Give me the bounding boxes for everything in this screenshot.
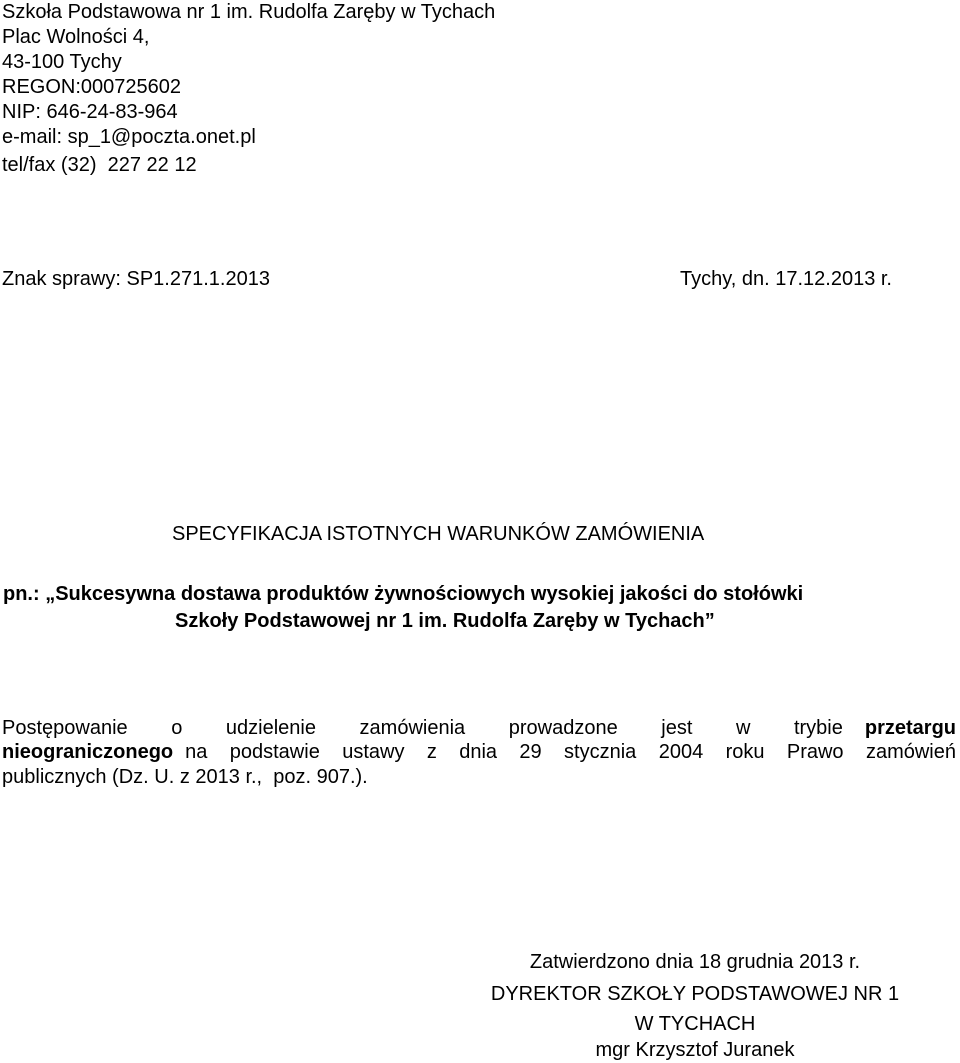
address-city: 43-100 Tychy (2, 51, 122, 73)
regon-number: REGON:000725602 (2, 76, 182, 98)
approval-date: Zatwierdzono dnia 18 grudnia 2013 r. (529, 951, 861, 973)
procedure-line-2 (2, 740, 956, 764)
procedure-line-3: publicznych (Dz. U. z 2013 r., poz. 907.). (2, 766, 368, 788)
nip-number: NIP: 646-24-83-964 (2, 101, 178, 123)
procedure-line-1-text: Postępowanie o udzielenie zamówienia prowadzone jest w trybie (2, 717, 843, 739)
case-number: Znak sprawy: SP1.271.1.2013 (2, 268, 270, 290)
email-address: e-mail: sp_1@poczta.onet.pl (2, 126, 256, 148)
director-name: mgr Krzysztof Juranek (595, 1039, 795, 1061)
procedure-line-2-bold: nieograniczonego (2, 741, 174, 763)
procedure-line-1 (2, 716, 956, 740)
phone-fax: tel/fax (32) 227 22 12 (2, 154, 197, 176)
place-date: Tychy, dn. 17.12.2013 r. (680, 268, 892, 290)
procedure-line-2-text: na podstawie ustawy z dnia 29 stycznia 2004 roku Prawo zamówień (185, 741, 956, 763)
director-city: W TYCHACH (634, 1013, 756, 1035)
school-name: Szkoła Podstawowa nr 1 im. Rudolfa Zaręby w Tychach (2, 1, 496, 23)
procedure-line-1-bold: przetargu (864, 717, 956, 739)
director-title: DYREKTOR SZKOŁY PODSTAWOWEJ NR 1 (490, 983, 900, 1005)
document-title: SPECYFIKACJA ISTOTNYCH WARUNKÓW ZAMÓWIENIA (172, 523, 705, 545)
address-street: Plac Wolności 4, (2, 26, 150, 48)
subject-line-1: pn.: „Sukcesywna dostawa produktów żywnościowych wysokiej jakości do stołówki (3, 583, 804, 605)
subject-line-2: Szkoły Podstawowej nr 1 im. Rudolfa Zaręby w Tychach” (175, 610, 715, 632)
